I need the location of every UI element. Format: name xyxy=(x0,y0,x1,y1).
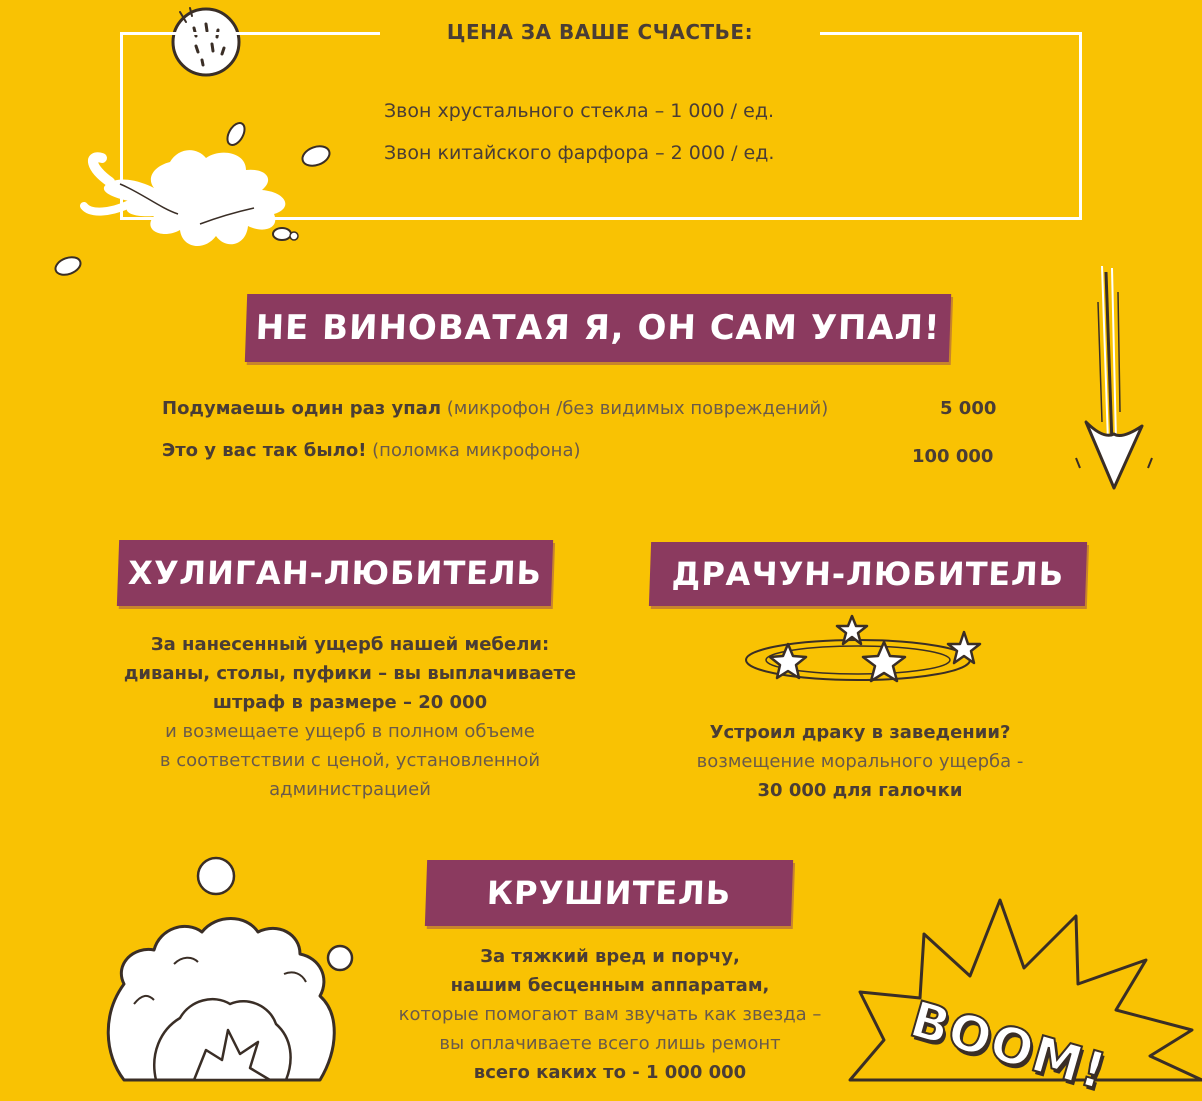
heading-fighter: ДРАЧУН-ЛЮБИТЕЛЬ xyxy=(649,542,1087,606)
hooligan-normal-1: и возмещаете ущерб в полном объеме xyxy=(165,721,535,742)
heading-crusher: КРУШИТЕЛЬ xyxy=(425,860,793,926)
hooligan-bold-2: диваны, столы, пуфики – вы выплачиваете xyxy=(123,663,577,684)
price-title: ЦЕНА ЗА ВАШЕ СЧАСТЬЕ: xyxy=(380,16,820,48)
crusher-bold-2: нашим бесценным аппаратам, xyxy=(450,975,770,996)
crusher-bold-1: За тяжкий вред и порчу, xyxy=(480,946,740,967)
fell-item-2 xyxy=(162,440,581,461)
fell-item-2-price: 100 000 xyxy=(912,446,994,467)
hooligan-normal-3: администрацией xyxy=(269,779,431,800)
heading-fell: НЕ ВИНОВАТАЯ Я, ОН САМ УПАЛ! xyxy=(245,294,951,362)
fell-item-1-title: Подумаешь один раз упал xyxy=(162,398,442,419)
hooligan-bold-1: За нанесенный ущерб нашей мебели: xyxy=(150,634,550,655)
stars-icon xyxy=(736,612,986,702)
splat-icon xyxy=(50,118,340,278)
fell-item-1-note: (микрофон /без видимых повреждений) xyxy=(446,398,829,419)
fighter-text xyxy=(640,718,1080,805)
fell-item-2-title: Это у вас так было! xyxy=(162,440,367,461)
hooligan-normal-2: в соответствии с ценой, установленной xyxy=(159,750,541,771)
fighter-line-1: Устроил драку в заведении? xyxy=(709,722,1011,743)
hooligan-text xyxy=(80,630,620,804)
heading-hooligan: ХУЛИГАН-ЛЮБИТЕЛЬ xyxy=(117,540,553,606)
crusher-last: всего каких то - 1 000 000 xyxy=(473,1062,747,1083)
crusher-normal-2: вы оплачиваете всего лишь ремонт xyxy=(439,1033,781,1054)
price-line-porcelain: Звон китайского фарфора – 2 000 / ед. xyxy=(384,142,775,164)
crusher-text xyxy=(340,942,880,1087)
fell-item-2-note: (поломка микрофона) xyxy=(372,440,581,461)
arrow-down-icon xyxy=(1072,262,1158,494)
fell-item-1-price: 5 000 xyxy=(940,398,997,419)
hooligan-bold-3: штраф в размере – 20 000 xyxy=(212,692,488,713)
fighter-line-2: возмещение морального ущерба - xyxy=(696,751,1024,772)
explosion-icon xyxy=(94,854,380,1080)
boom-text: BOOM! xyxy=(904,990,1113,1101)
fell-item-1 xyxy=(162,398,828,419)
price-line-glass: Звон хрустального стекла – 1 000 / ед. xyxy=(384,100,774,122)
crusher-normal-1: которые помогают вам звучать как звезда – xyxy=(398,1004,822,1025)
fighter-line-3: 30 000 для галочки xyxy=(757,780,963,801)
